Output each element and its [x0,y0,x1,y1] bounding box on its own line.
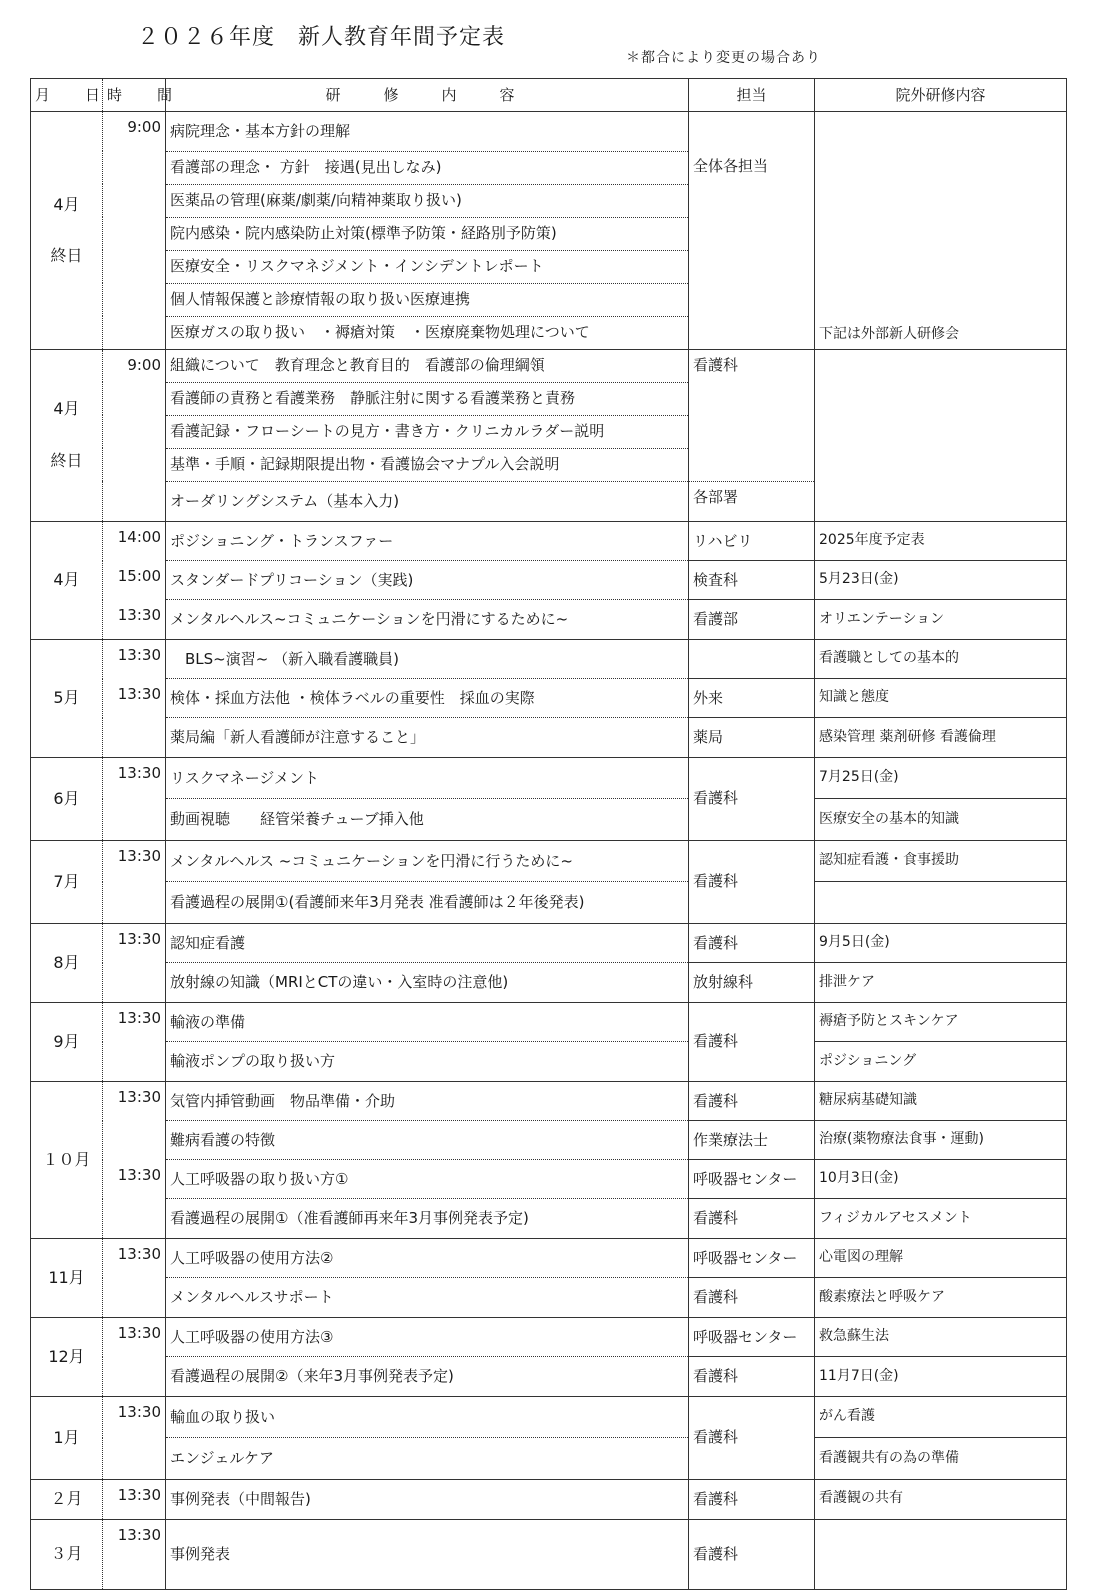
table-row [31,923,1067,963]
external-cell: 看護職としての基本的 [815,639,1067,679]
header-month: 月 日 [31,79,103,112]
time-cell [103,718,166,758]
time-cell [103,1121,166,1160]
month-cell [31,1002,103,1081]
staff-cell: 看護科 [689,1479,815,1519]
month-cell [31,923,103,1002]
table-row [31,639,1067,679]
time-cell [103,1438,166,1480]
staff-cell: 看護科 [689,1396,815,1479]
time-cell: 13:30 [103,1002,166,1042]
month-label: 4月 [53,399,80,419]
month-label: 6月 [53,788,80,808]
staff-cell: 看護部 [689,600,815,640]
table-row [31,1317,1067,1357]
time-cell [103,1042,166,1082]
content-cell: 看護過程の展開②（来年3月事例発表予定) [166,1357,689,1397]
content-cell: 輸液ポンプの取り扱い方 [166,1042,689,1082]
time-cell: 13:30 [103,1519,166,1589]
month-label: 4月 [53,194,80,214]
table-row [31,799,1067,841]
change-note: ＊都合により変更の場合あり [626,50,821,66]
content-cell: 放射線の知識（MRIとCTの違い・入室時の注意他) [166,963,689,1003]
month-cell [31,1396,103,1479]
page-title: ２０２６年度 新人教育年間予定表 [137,25,506,50]
external-cell: 医療安全の基本的知識 [815,799,1067,841]
external-cell: 救急蘇生法 [815,1317,1067,1357]
month-label: ３月 [50,1544,83,1564]
content-cell: リスクマネージメント [166,757,689,799]
content-cell: 輸血の取り扱い [166,1396,689,1438]
external-cell: ポジショニング [815,1042,1067,1082]
month-cell [31,521,103,639]
time-cell: 13:30 [103,1160,166,1199]
table-row [31,1160,1067,1199]
time-cell: 9:00 [103,349,166,521]
schedule-table [30,78,1067,1590]
time-cell [103,799,166,841]
content-cell: 医療安全・リスクマネジメント・インシデントレポート [166,250,689,283]
table-row [31,718,1067,758]
month-sub-label: 終日 [50,246,83,266]
table-row [31,882,1067,924]
table-row [31,600,1067,640]
staff-cell [689,639,815,679]
time-cell: 13:30 [103,757,166,799]
content-cell: 認知症看護 [166,923,689,963]
header-row [31,79,1067,112]
month-label: 4月 [53,570,80,590]
time-cell: 13:30 [103,1396,166,1438]
external-cell: フィジカルアセスメント [815,1199,1067,1239]
month-label: 8月 [53,952,80,972]
content-cell: 看護過程の展開①(看護師来年3月発表 准看護師は２年後発表) [166,882,689,924]
table-row [31,112,1067,152]
content-cell: 人工呼吸器の使用方法③ [166,1317,689,1357]
table-row [31,963,1067,1003]
month-label: 11月 [48,1267,85,1287]
month-label: 7月 [53,871,80,891]
content-cell: 人工呼吸器の取り扱い方① [166,1160,689,1199]
external-cell: オリエンテーション [815,600,1067,640]
month-gap [35,213,98,247]
table-row [31,1479,1067,1519]
content-cell: 人工呼吸器の使用方法② [166,1238,689,1278]
table-row [31,1121,1067,1160]
time-cell [103,1199,166,1239]
external-cell: がん看護 [815,1396,1067,1438]
staff-cell: 看護科 [689,1002,815,1081]
table-row [31,1042,1067,1082]
table-row [31,521,1067,561]
external-cell: 5月23日(金) [815,561,1067,600]
time-cell: 13:30 [103,1081,166,1121]
content-cell: 検体・採血方法他 ・検体ラベルの重要性 採血の実際 [166,679,689,718]
external-cell: 酸素療法と呼吸ケア [815,1278,1067,1318]
time-cell [103,1357,166,1397]
time-cell: 13:30 [103,639,166,679]
content-cell: ポジショニング・トランスファー [166,521,689,561]
table-row [31,561,1067,600]
table-row [31,1081,1067,1121]
content-cell: 基準・手順・記録期限提出物・看護協会マナプル入会説明 [166,448,689,481]
external-cell: 認知症看護・食事援助 [815,840,1067,882]
content-cell: 事例発表（中間報告) [166,1479,689,1519]
content-cell: 医薬品の管理(麻薬/劇薬/向精神薬取り扱い) [166,184,689,217]
external-cell [815,1519,1067,1589]
month-cell [31,757,103,840]
content-cell: 薬局編「新人看護師が注意すること」 [166,718,689,758]
header-external: 院外研修内容 [815,79,1067,112]
month-cell [31,112,103,350]
content-cell: 動画視聴 経管栄養チューブ挿入他 [166,799,689,841]
staff-cell: 看護科 [689,349,815,481]
external-cell: 感染管理 薬剤研修 看護倫理 [815,718,1067,758]
external-cell: 治療(薬物療法食事・運動) [815,1121,1067,1160]
content-cell: 個人情報保護と診療情報の取り扱い医療連携 [166,283,689,316]
time-cell: 13:30 [103,840,166,882]
month-cell [31,1519,103,1589]
external-cell: 心電図の理解 [815,1238,1067,1278]
content-cell: エンジェルケア [166,1438,689,1480]
staff-cell: リハビリ [689,521,815,561]
month-cell [31,840,103,923]
time-cell [103,963,166,1003]
content-cell: 気管内挿管動画 物品準備・介助 [166,1081,689,1121]
content-cell: スタンダードプリコーション（実践) [166,561,689,600]
table-row [31,1396,1067,1438]
time-cell: 9:00 [103,112,166,350]
month-label: 12月 [48,1346,85,1366]
content-cell: メンタルヘルス ~コミュニケーションを円滑に行うために~ [166,840,689,882]
staff-cell: 看護科 [689,1199,815,1239]
month-cell [31,1317,103,1396]
content-cell: 看護記録・フローシートの見方・書き方・クリニカルラダー説明 [166,415,689,448]
table-row [31,1199,1067,1239]
month-label: 1月 [53,1427,80,1447]
staff-cell: 看護科 [689,1278,815,1318]
table-row [31,1002,1067,1042]
staff-cell: 呼吸器センター [689,1160,815,1199]
month-cell [31,1238,103,1317]
content-cell: メンタルヘルスサポート [166,1278,689,1318]
month-label: １０月 [42,1149,91,1169]
month-cell [31,349,103,521]
staff-cell: 呼吸器センター [689,1238,815,1278]
content-cell: オーダリングシステム（基本入力) [166,481,689,521]
content-cell: 組織について 教育理念と教育目的 看護部の倫理綱領 [166,349,689,382]
time-cell [103,1278,166,1318]
time-cell: 14:00 [103,521,166,561]
content-cell: 難病看護の特徴 [166,1121,689,1160]
table-row [31,1238,1067,1278]
content-cell: 看護師の責務と看護業務 静脈注射に関する看護業務と責務 [166,382,689,415]
content-cell: BLS~演習~ （新入職看護職員) [166,639,689,679]
external-cell: 2025年度予定表 [815,521,1067,561]
month-cell [31,1081,103,1238]
month-cell [31,1479,103,1519]
content-cell: 院内感染・院内感染防止対策(標準予防策・経路別予防策) [166,217,689,250]
time-cell: 13:30 [103,679,166,718]
month-sub-label: 終日 [50,451,83,470]
table-row [31,679,1067,718]
content-cell: 病院理念・基本方針の理解 [166,112,689,152]
header-staff: 担当 [689,79,815,112]
staff-cell [689,112,815,152]
month-label: 5月 [53,688,80,708]
external-cell: 11月7日(金) [815,1357,1067,1397]
staff-cell: 全体各担当 [689,151,815,349]
external-cell: 看護観の共有 [815,1479,1067,1519]
staff-cell: 薬局 [689,718,815,758]
staff-cell: 検査科 [689,561,815,600]
staff-cell: 呼吸器センター [689,1317,815,1357]
external-cell: 排泄ケア [815,963,1067,1003]
staff-cell: 外来 [689,679,815,718]
external-cell: 看護観共有の為の準備 [815,1438,1067,1480]
staff-cell: 看護科 [689,1357,815,1397]
time-cell: 13:30 [103,1479,166,1519]
table-row [31,1357,1067,1397]
external-cell: 7月25日(金) [815,757,1067,799]
external-cell: 知識と態度 [815,679,1067,718]
table-row [31,1519,1067,1589]
time-cell: 13:30 [103,923,166,963]
staff-cell: 作業療法士 [689,1121,815,1160]
month-gap [35,418,98,452]
staff-cell: 看護科 [689,1519,815,1589]
external-block: 下記は外部新人研修会 [815,112,1067,350]
schedule-body [31,112,1067,1590]
table-row [31,349,1067,382]
header-time: 時 間 [103,79,166,112]
month-label: ２月 [50,1489,83,1509]
month-label: 9月 [53,1031,80,1051]
staff-cell: 看護科 [689,757,815,840]
external-cell: 褥瘡予防とスキンケア [815,1002,1067,1042]
month-cell [31,639,103,757]
content-cell: 看護過程の展開①（准看護師再来年3月事例発表予定) [166,1199,689,1239]
time-cell: 13:30 [103,1238,166,1278]
external-cell: 9月5日(金) [815,923,1067,963]
staff-cell: 看護科 [689,1081,815,1121]
external-cell: 10月3日(金) [815,1160,1067,1199]
time-cell: 13:30 [103,1317,166,1357]
content-cell: 医療ガスの取り扱い ・褥瘡対策 ・医療廃棄物処理について [166,316,689,349]
content-cell: メンタルヘルス~コミュニケーションを円滑にするために~ [166,600,689,640]
staff-cell: 各部署 [689,481,815,521]
time-cell [103,882,166,924]
staff-cell: 放射線科 [689,963,815,1003]
external-block-cont [815,349,1067,521]
external-cell [815,882,1067,924]
external-cell: 糖尿病基礎知識 [815,1081,1067,1121]
staff-cell: 看護科 [689,923,815,963]
table-row [31,1278,1067,1318]
table-row [31,757,1067,799]
table-row [31,840,1067,882]
content-cell: 看護部の理念・ 方針 接遇(見出しなみ) [166,151,689,184]
time-cell: 13:30 [103,600,166,640]
content-cell: 輸液の準備 [166,1002,689,1042]
table-row [31,1438,1067,1480]
time-cell: 15:00 [103,561,166,600]
header-content: 研 修 内 容 [166,79,689,112]
content-cell: 事例発表 [166,1519,689,1589]
staff-cell: 看護科 [689,840,815,923]
